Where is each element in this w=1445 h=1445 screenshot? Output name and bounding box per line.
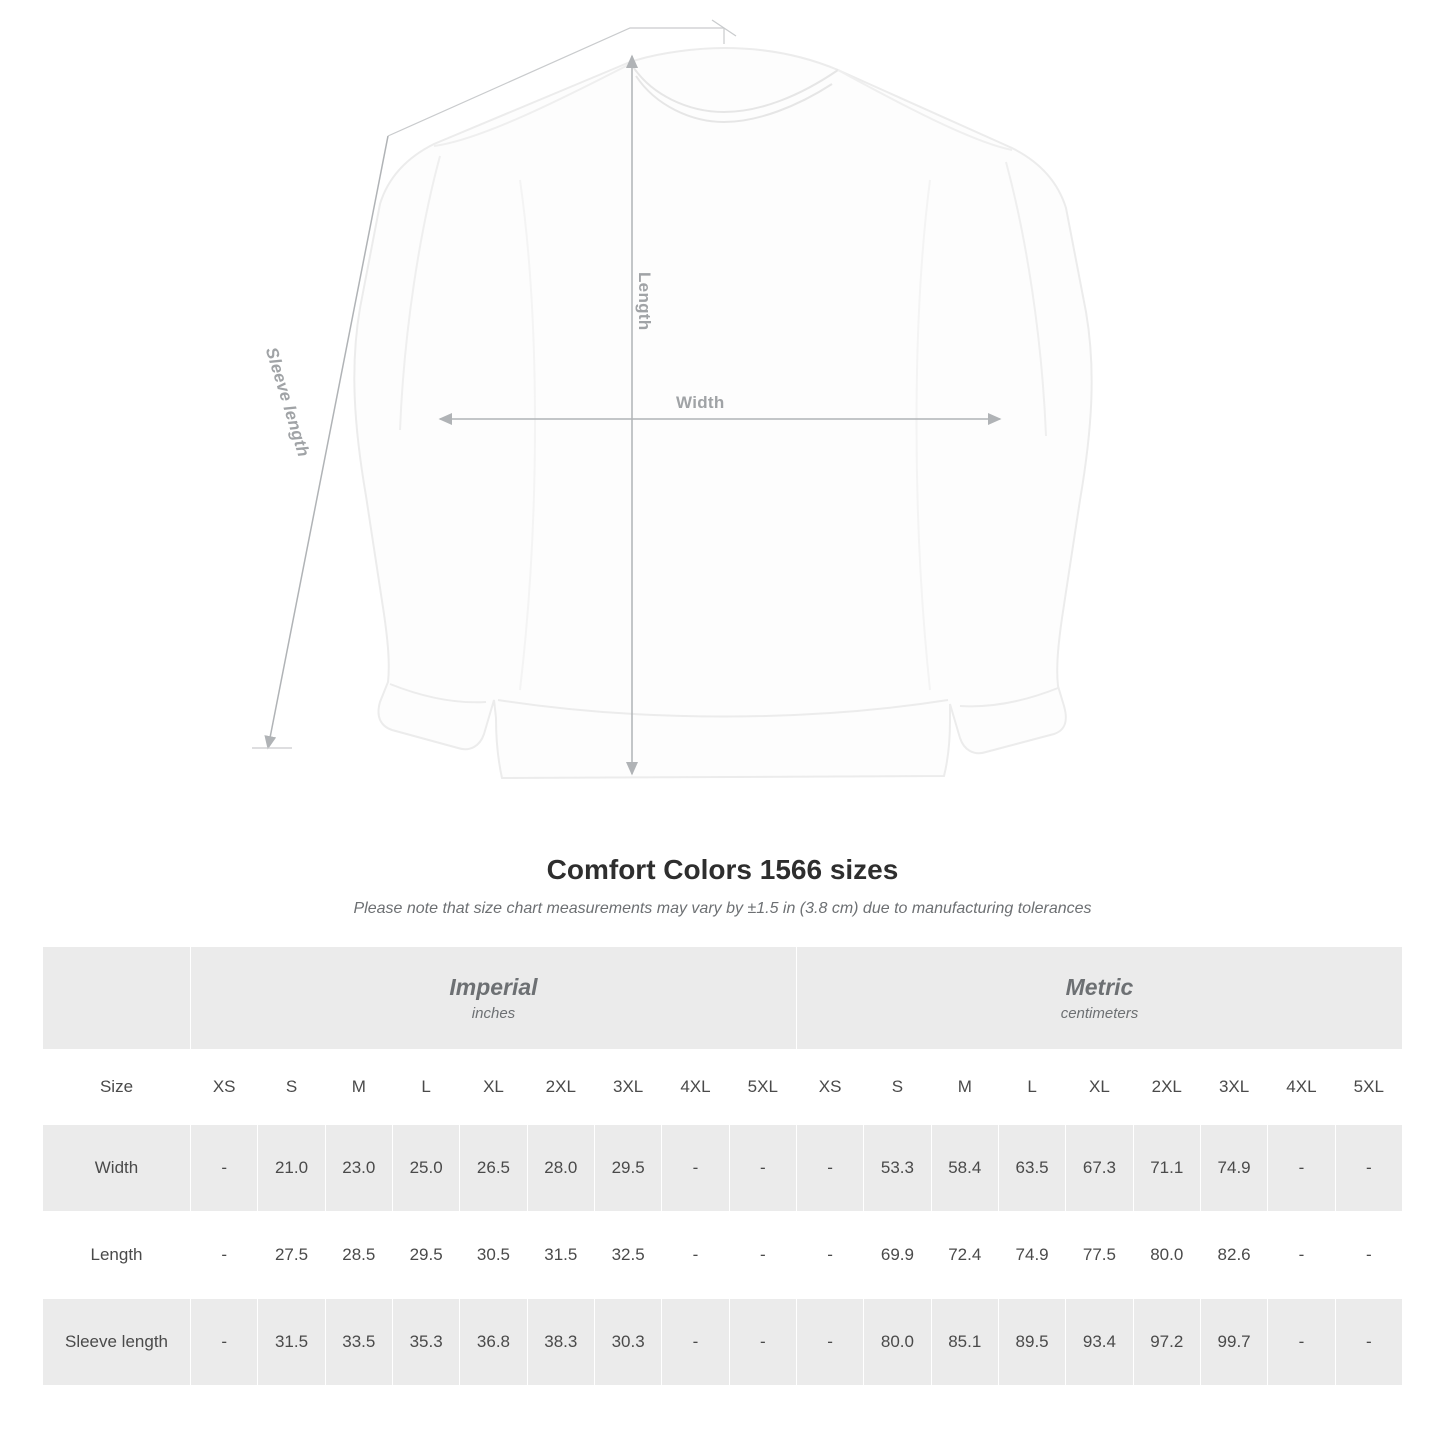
cell-sleeve-imperial-xl: 36.8 xyxy=(460,1299,527,1386)
size-table-wrapper xyxy=(0,946,1445,1386)
col-header-imperial-2xl: 2XL xyxy=(527,1050,594,1125)
row-label-width: Width xyxy=(43,1125,191,1212)
col-header-metric-xs: XS xyxy=(796,1050,863,1125)
table-row xyxy=(43,1125,1403,1212)
col-header-metric-m: M xyxy=(931,1050,998,1125)
cell-width-metric-4xl: - xyxy=(1268,1125,1335,1212)
cell-width-imperial-5xl: - xyxy=(729,1125,796,1212)
cell-sleeve-metric-xl: 93.4 xyxy=(1066,1299,1133,1386)
cell-length-imperial-l: 29.5 xyxy=(392,1212,459,1299)
cell-length-imperial-3xl: 32.5 xyxy=(594,1212,661,1299)
cell-length-metric-s: 69.9 xyxy=(864,1212,931,1299)
metric-label: Metric xyxy=(1065,973,1134,1000)
col-header-imperial-xs: XS xyxy=(191,1050,258,1125)
cell-length-metric-2xl: 80.0 xyxy=(1133,1212,1200,1299)
col-header-metric-xl: XL xyxy=(1066,1050,1133,1125)
cell-sleeve-imperial-s: 31.5 xyxy=(258,1299,325,1386)
width-dimension-label: Width xyxy=(676,393,725,412)
imperial-group-header xyxy=(191,947,797,1050)
cell-length-imperial-4xl: - xyxy=(662,1212,729,1299)
cell-length-metric-3xl: 82.6 xyxy=(1200,1212,1267,1299)
cell-sleeve-metric-4xl: - xyxy=(1268,1299,1335,1386)
col-header-imperial-5xl: 5XL xyxy=(729,1050,796,1125)
cell-sleeve-imperial-3xl: 30.3 xyxy=(594,1299,661,1386)
cell-width-imperial-xs: - xyxy=(191,1125,258,1212)
cell-sleeve-metric-2xl: 97.2 xyxy=(1133,1299,1200,1386)
col-header-metric-5xl: 5XL xyxy=(1335,1050,1402,1125)
chart-title: Comfort Colors 1566 sizes xyxy=(546,854,899,885)
col-header-imperial-m: M xyxy=(325,1050,392,1125)
cell-width-metric-s: 53.3 xyxy=(864,1125,931,1212)
cell-sleeve-imperial-m: 33.5 xyxy=(325,1299,392,1386)
cell-width-metric-2xl: 71.1 xyxy=(1133,1125,1200,1212)
cell-sleeve-imperial-4xl: - xyxy=(662,1299,729,1386)
cell-sleeve-metric-xs: - xyxy=(796,1299,863,1386)
cell-sleeve-imperial-2xl: 38.3 xyxy=(527,1299,594,1386)
col-header-imperial-l: L xyxy=(392,1050,459,1125)
size-table xyxy=(42,946,1403,1386)
col-header-imperial-4xl: 4XL xyxy=(662,1050,729,1125)
unit-header-corner xyxy=(43,947,191,1050)
unit-header-row xyxy=(43,947,1403,1050)
col-header-metric-l: L xyxy=(998,1050,1065,1125)
cell-length-imperial-2xl: 31.5 xyxy=(527,1212,594,1299)
cell-width-imperial-4xl: - xyxy=(662,1125,729,1212)
col-header-imperial-s: S xyxy=(258,1050,325,1125)
cell-sleeve-metric-l: 89.5 xyxy=(998,1299,1065,1386)
sleeve-length-dimension-label: Sleeve length xyxy=(261,345,314,460)
cell-width-metric-3xl: 74.9 xyxy=(1200,1125,1267,1212)
cell-width-metric-m: 58.4 xyxy=(931,1125,998,1212)
cell-width-metric-xs: - xyxy=(796,1125,863,1212)
cell-width-imperial-l: 25.0 xyxy=(392,1125,459,1212)
cell-length-metric-xl: 77.5 xyxy=(1066,1212,1133,1299)
row-label-length: Length xyxy=(43,1212,191,1299)
cell-width-imperial-xl: 26.5 xyxy=(460,1125,527,1212)
cell-width-metric-l: 63.5 xyxy=(998,1125,1065,1212)
imperial-label: Imperial xyxy=(449,973,538,1000)
col-header-metric-4xl: 4XL xyxy=(1268,1050,1335,1125)
column-header-row xyxy=(43,1050,1403,1125)
cell-length-metric-xs: - xyxy=(796,1212,863,1299)
col-header-metric-3xl: 3XL xyxy=(1200,1050,1267,1125)
cell-sleeve-metric-5xl: - xyxy=(1335,1299,1402,1386)
cell-sleeve-imperial-xs: - xyxy=(191,1299,258,1386)
cell-width-imperial-s: 21.0 xyxy=(258,1125,325,1212)
cell-sleeve-metric-m: 85.1 xyxy=(931,1299,998,1386)
col-header-metric-s: S xyxy=(864,1050,931,1125)
cell-width-imperial-2xl: 28.0 xyxy=(527,1125,594,1212)
cell-width-imperial-m: 23.0 xyxy=(325,1125,392,1212)
cell-length-imperial-xl: 30.5 xyxy=(460,1212,527,1299)
cell-sleeve-metric-s: 80.0 xyxy=(864,1299,931,1386)
length-dimension-label: Length xyxy=(635,272,654,331)
title-block xyxy=(0,854,1445,918)
imperial-sub-label: inches xyxy=(471,1005,516,1023)
size-header-cell: Size xyxy=(43,1050,191,1125)
metric-sub-label: centimeters xyxy=(1060,1005,1139,1023)
cell-length-imperial-xs: - xyxy=(191,1212,258,1299)
cell-sleeve-imperial-5xl: - xyxy=(729,1299,796,1386)
table-row xyxy=(43,1212,1403,1299)
cell-length-imperial-m: 28.5 xyxy=(325,1212,392,1299)
cell-width-metric-xl: 67.3 xyxy=(1066,1125,1133,1212)
cell-length-metric-m: 72.4 xyxy=(931,1212,998,1299)
table-row xyxy=(43,1299,1403,1386)
cell-length-metric-5xl: - xyxy=(1335,1212,1402,1299)
cell-length-metric-4xl: - xyxy=(1268,1212,1335,1299)
cell-width-metric-5xl: - xyxy=(1335,1125,1402,1212)
cell-length-imperial-s: 27.5 xyxy=(258,1212,325,1299)
cell-length-metric-l: 74.9 xyxy=(998,1212,1065,1299)
chart-note: Please note that size chart measurements may vary by ±1.5 in (3.8 cm) due to manufacturing tolerances xyxy=(353,900,1092,917)
metric-group-header xyxy=(796,947,1402,1050)
col-header-imperial-3xl: 3XL xyxy=(594,1050,661,1125)
col-header-imperial-xl: XL xyxy=(460,1050,527,1125)
cell-width-imperial-3xl: 29.5 xyxy=(594,1125,661,1212)
cell-sleeve-metric-3xl: 99.7 xyxy=(1200,1299,1267,1386)
cell-length-imperial-5xl: - xyxy=(729,1212,796,1299)
row-label-sleeve-length: Sleeve length xyxy=(43,1299,191,1386)
cell-sleeve-imperial-l: 35.3 xyxy=(392,1299,459,1386)
col-header-metric-2xl: 2XL xyxy=(1133,1050,1200,1125)
